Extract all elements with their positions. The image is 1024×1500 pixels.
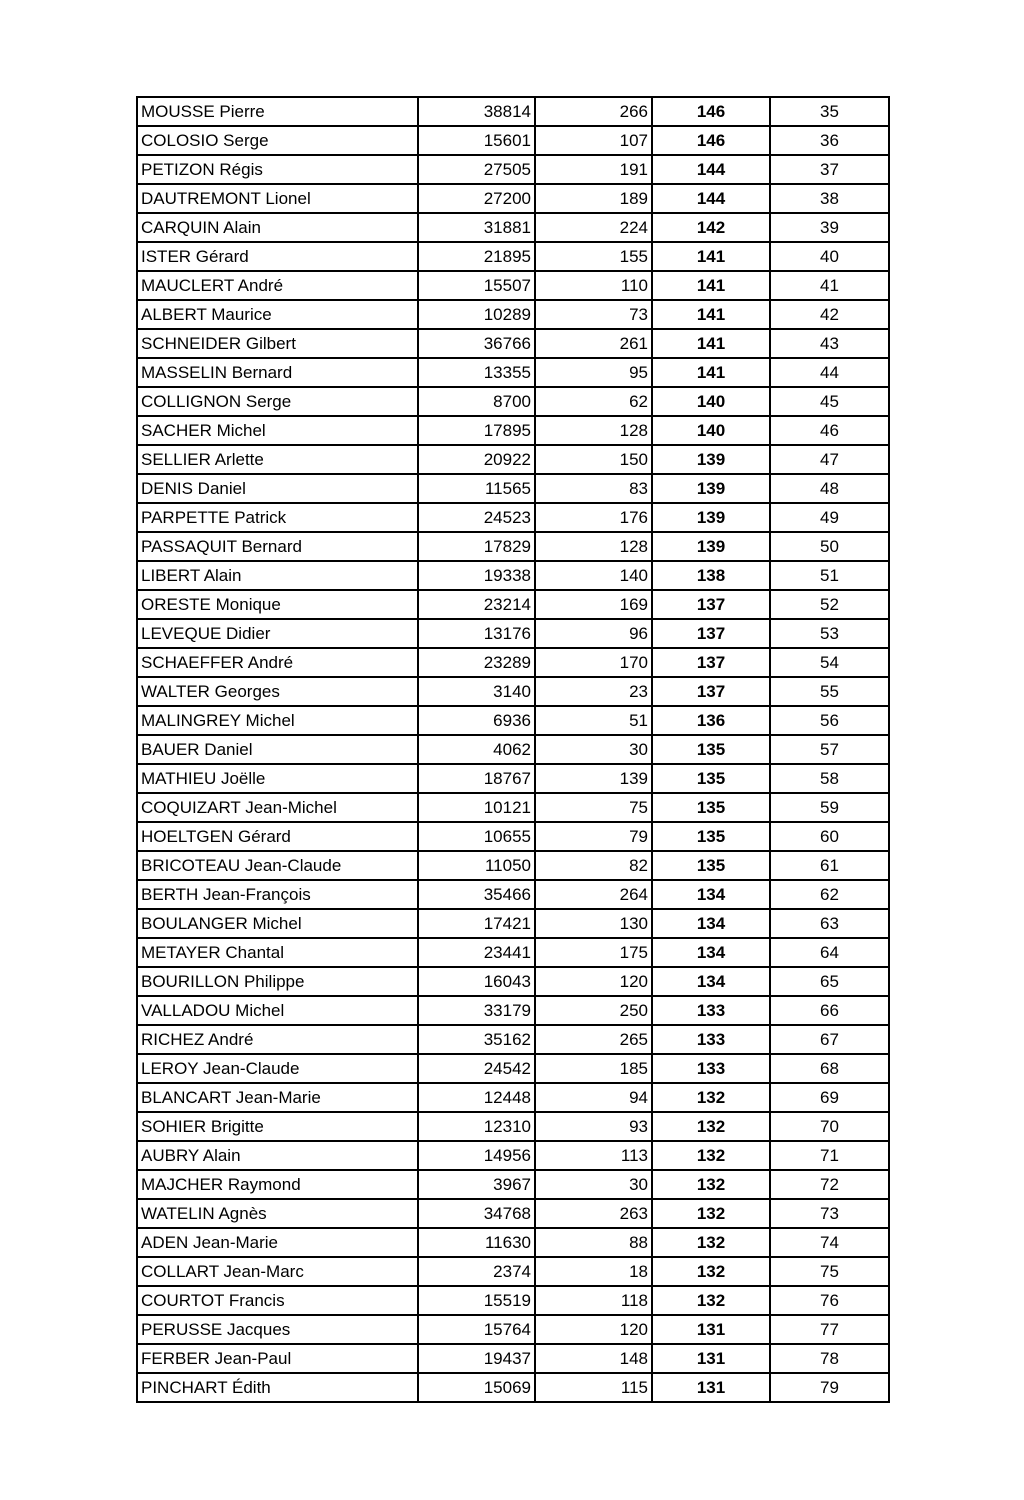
average-cell: 139 bbox=[652, 503, 770, 532]
player-name-cell: ADEN Jean-Marie bbox=[137, 1228, 418, 1257]
ranking-table-body bbox=[137, 97, 889, 1402]
games-count-cell: 261 bbox=[535, 329, 652, 358]
table-row bbox=[137, 184, 889, 213]
average-cell: 134 bbox=[652, 909, 770, 938]
games-count-cell: 23 bbox=[535, 677, 652, 706]
total-points-cell: 19437 bbox=[418, 1344, 535, 1373]
games-count-cell: 170 bbox=[535, 648, 652, 677]
player-name-cell: COLOSIO Serge bbox=[137, 126, 418, 155]
average-cell: 140 bbox=[652, 416, 770, 445]
player-name-cell: MALINGREY Michel bbox=[137, 706, 418, 735]
total-points-cell: 2374 bbox=[418, 1257, 535, 1286]
rank-cell: 37 bbox=[770, 155, 889, 184]
player-name-cell: COURTOT Francis bbox=[137, 1286, 418, 1315]
total-points-cell: 13355 bbox=[418, 358, 535, 387]
table-row bbox=[137, 1112, 889, 1141]
average-cell: 140 bbox=[652, 387, 770, 416]
player-name-cell: MOUSSE Pierre bbox=[137, 97, 418, 126]
rank-cell: 77 bbox=[770, 1315, 889, 1344]
table-row bbox=[137, 1373, 889, 1402]
player-name-cell: BERTH Jean-François bbox=[137, 880, 418, 909]
player-name-cell: BLANCART Jean-Marie bbox=[137, 1083, 418, 1112]
table-row bbox=[137, 300, 889, 329]
total-points-cell: 24542 bbox=[418, 1054, 535, 1083]
average-cell: 132 bbox=[652, 1141, 770, 1170]
games-count-cell: 30 bbox=[535, 735, 652, 764]
rank-cell: 75 bbox=[770, 1257, 889, 1286]
table-row bbox=[137, 1286, 889, 1315]
average-cell: 144 bbox=[652, 155, 770, 184]
games-count-cell: 191 bbox=[535, 155, 652, 184]
total-points-cell: 6936 bbox=[418, 706, 535, 735]
average-cell: 134 bbox=[652, 880, 770, 909]
games-count-cell: 94 bbox=[535, 1083, 652, 1112]
average-cell: 141 bbox=[652, 329, 770, 358]
table-row bbox=[137, 735, 889, 764]
total-points-cell: 15069 bbox=[418, 1373, 535, 1402]
total-points-cell: 21895 bbox=[418, 242, 535, 271]
table-row bbox=[137, 242, 889, 271]
table-row bbox=[137, 503, 889, 532]
average-cell: 135 bbox=[652, 764, 770, 793]
games-count-cell: 264 bbox=[535, 880, 652, 909]
player-name-cell: ISTER Gérard bbox=[137, 242, 418, 271]
total-points-cell: 27505 bbox=[418, 155, 535, 184]
rank-cell: 35 bbox=[770, 97, 889, 126]
table-row bbox=[137, 1054, 889, 1083]
table-row bbox=[137, 561, 889, 590]
rank-cell: 64 bbox=[770, 938, 889, 967]
average-cell: 139 bbox=[652, 474, 770, 503]
average-cell: 133 bbox=[652, 996, 770, 1025]
average-cell: 132 bbox=[652, 1228, 770, 1257]
total-points-cell: 14956 bbox=[418, 1141, 535, 1170]
total-points-cell: 35466 bbox=[418, 880, 535, 909]
player-name-cell: AUBRY Alain bbox=[137, 1141, 418, 1170]
player-name-cell: HOELTGEN Gérard bbox=[137, 822, 418, 851]
total-points-cell: 12448 bbox=[418, 1083, 535, 1112]
games-count-cell: 83 bbox=[535, 474, 652, 503]
average-cell: 135 bbox=[652, 793, 770, 822]
average-cell: 135 bbox=[652, 735, 770, 764]
total-points-cell: 10289 bbox=[418, 300, 535, 329]
average-cell: 135 bbox=[652, 851, 770, 880]
games-count-cell: 263 bbox=[535, 1199, 652, 1228]
rank-cell: 60 bbox=[770, 822, 889, 851]
player-name-cell: MASSELIN Bernard bbox=[137, 358, 418, 387]
games-count-cell: 169 bbox=[535, 590, 652, 619]
table-row bbox=[137, 1025, 889, 1054]
table-row bbox=[137, 155, 889, 184]
table-row bbox=[137, 648, 889, 677]
games-count-cell: 130 bbox=[535, 909, 652, 938]
player-name-cell: MAJCHER Raymond bbox=[137, 1170, 418, 1199]
games-count-cell: 128 bbox=[535, 532, 652, 561]
rank-cell: 50 bbox=[770, 532, 889, 561]
table-row bbox=[137, 416, 889, 445]
total-points-cell: 11050 bbox=[418, 851, 535, 880]
table-row bbox=[137, 97, 889, 126]
table-row bbox=[137, 590, 889, 619]
total-points-cell: 3967 bbox=[418, 1170, 535, 1199]
total-points-cell: 23289 bbox=[418, 648, 535, 677]
games-count-cell: 51 bbox=[535, 706, 652, 735]
games-count-cell: 128 bbox=[535, 416, 652, 445]
rank-cell: 40 bbox=[770, 242, 889, 271]
table-row bbox=[137, 909, 889, 938]
average-cell: 134 bbox=[652, 938, 770, 967]
player-name-cell: FERBER Jean-Paul bbox=[137, 1344, 418, 1373]
average-cell: 132 bbox=[652, 1112, 770, 1141]
games-count-cell: 115 bbox=[535, 1373, 652, 1402]
average-cell: 136 bbox=[652, 706, 770, 735]
average-cell: 132 bbox=[652, 1199, 770, 1228]
player-name-cell: VALLADOU Michel bbox=[137, 996, 418, 1025]
player-name-cell: ORESTE Monique bbox=[137, 590, 418, 619]
rank-cell: 71 bbox=[770, 1141, 889, 1170]
rank-cell: 62 bbox=[770, 880, 889, 909]
player-name-cell: WATELIN Agnès bbox=[137, 1199, 418, 1228]
average-cell: 139 bbox=[652, 532, 770, 561]
games-count-cell: 30 bbox=[535, 1170, 652, 1199]
table-row bbox=[137, 271, 889, 300]
table-row bbox=[137, 1141, 889, 1170]
average-cell: 135 bbox=[652, 822, 770, 851]
total-points-cell: 11630 bbox=[418, 1228, 535, 1257]
games-count-cell: 110 bbox=[535, 271, 652, 300]
player-name-cell: MATHIEU Joëlle bbox=[137, 764, 418, 793]
player-name-cell: LEVEQUE Didier bbox=[137, 619, 418, 648]
rank-cell: 36 bbox=[770, 126, 889, 155]
total-points-cell: 33179 bbox=[418, 996, 535, 1025]
table-row bbox=[137, 619, 889, 648]
average-cell: 131 bbox=[652, 1373, 770, 1402]
table-row bbox=[137, 1199, 889, 1228]
games-count-cell: 107 bbox=[535, 126, 652, 155]
rank-cell: 68 bbox=[770, 1054, 889, 1083]
average-cell: 144 bbox=[652, 184, 770, 213]
player-name-cell: SCHAEFFER André bbox=[137, 648, 418, 677]
player-name-cell: BOURILLON Philippe bbox=[137, 967, 418, 996]
average-cell: 137 bbox=[652, 619, 770, 648]
player-name-cell: WALTER Georges bbox=[137, 677, 418, 706]
table-row bbox=[137, 880, 889, 909]
total-points-cell: 31881 bbox=[418, 213, 535, 242]
average-cell: 141 bbox=[652, 271, 770, 300]
rank-cell: 78 bbox=[770, 1344, 889, 1373]
table-row bbox=[137, 1083, 889, 1112]
total-points-cell: 34768 bbox=[418, 1199, 535, 1228]
total-points-cell: 35162 bbox=[418, 1025, 535, 1054]
total-points-cell: 11565 bbox=[418, 474, 535, 503]
average-cell: 132 bbox=[652, 1286, 770, 1315]
rank-cell: 53 bbox=[770, 619, 889, 648]
table-row bbox=[137, 329, 889, 358]
rank-cell: 47 bbox=[770, 445, 889, 474]
average-cell: 132 bbox=[652, 1257, 770, 1286]
games-count-cell: 140 bbox=[535, 561, 652, 590]
rank-cell: 51 bbox=[770, 561, 889, 590]
average-cell: 142 bbox=[652, 213, 770, 242]
player-name-cell: MAUCLERT André bbox=[137, 271, 418, 300]
table-row bbox=[137, 764, 889, 793]
total-points-cell: 12310 bbox=[418, 1112, 535, 1141]
player-name-cell: PETIZON Régis bbox=[137, 155, 418, 184]
player-name-cell: LIBERT Alain bbox=[137, 561, 418, 590]
average-cell: 137 bbox=[652, 648, 770, 677]
games-count-cell: 93 bbox=[535, 1112, 652, 1141]
player-name-cell: SACHER Michel bbox=[137, 416, 418, 445]
games-count-cell: 73 bbox=[535, 300, 652, 329]
player-name-cell: PARPETTE Patrick bbox=[137, 503, 418, 532]
total-points-cell: 8700 bbox=[418, 387, 535, 416]
table-row bbox=[137, 387, 889, 416]
average-cell: 132 bbox=[652, 1170, 770, 1199]
games-count-cell: 118 bbox=[535, 1286, 652, 1315]
player-name-cell: METAYER Chantal bbox=[137, 938, 418, 967]
table-row bbox=[137, 532, 889, 561]
rank-cell: 67 bbox=[770, 1025, 889, 1054]
rank-cell: 73 bbox=[770, 1199, 889, 1228]
player-name-cell: BAUER Daniel bbox=[137, 735, 418, 764]
average-cell: 133 bbox=[652, 1025, 770, 1054]
games-count-cell: 82 bbox=[535, 851, 652, 880]
table-row bbox=[137, 1315, 889, 1344]
average-cell: 141 bbox=[652, 300, 770, 329]
games-count-cell: 148 bbox=[535, 1344, 652, 1373]
rank-cell: 65 bbox=[770, 967, 889, 996]
table-row bbox=[137, 706, 889, 735]
total-points-cell: 18767 bbox=[418, 764, 535, 793]
player-name-cell: PERUSSE Jacques bbox=[137, 1315, 418, 1344]
total-points-cell: 15764 bbox=[418, 1315, 535, 1344]
ranking-table bbox=[136, 96, 890, 1403]
total-points-cell: 17829 bbox=[418, 532, 535, 561]
average-cell: 131 bbox=[652, 1344, 770, 1373]
games-count-cell: 120 bbox=[535, 1315, 652, 1344]
rank-cell: 72 bbox=[770, 1170, 889, 1199]
games-count-cell: 95 bbox=[535, 358, 652, 387]
average-cell: 137 bbox=[652, 677, 770, 706]
player-name-cell: SOHIER Brigitte bbox=[137, 1112, 418, 1141]
games-count-cell: 250 bbox=[535, 996, 652, 1025]
rank-cell: 63 bbox=[770, 909, 889, 938]
table-row bbox=[137, 967, 889, 996]
games-count-cell: 88 bbox=[535, 1228, 652, 1257]
average-cell: 141 bbox=[652, 358, 770, 387]
rank-cell: 70 bbox=[770, 1112, 889, 1141]
games-count-cell: 120 bbox=[535, 967, 652, 996]
rank-cell: 41 bbox=[770, 271, 889, 300]
table-row bbox=[137, 358, 889, 387]
total-points-cell: 19338 bbox=[418, 561, 535, 590]
rank-cell: 49 bbox=[770, 503, 889, 532]
rank-cell: 42 bbox=[770, 300, 889, 329]
rank-cell: 76 bbox=[770, 1286, 889, 1315]
games-count-cell: 189 bbox=[535, 184, 652, 213]
average-cell: 139 bbox=[652, 445, 770, 474]
total-points-cell: 4062 bbox=[418, 735, 535, 764]
rank-cell: 74 bbox=[770, 1228, 889, 1257]
total-points-cell: 15519 bbox=[418, 1286, 535, 1315]
total-points-cell: 17895 bbox=[418, 416, 535, 445]
games-count-cell: 224 bbox=[535, 213, 652, 242]
player-name-cell: PASSAQUIT Bernard bbox=[137, 532, 418, 561]
average-cell: 133 bbox=[652, 1054, 770, 1083]
total-points-cell: 3140 bbox=[418, 677, 535, 706]
player-name-cell: BRICOTEAU Jean-Claude bbox=[137, 851, 418, 880]
rank-cell: 39 bbox=[770, 213, 889, 242]
table-row bbox=[137, 474, 889, 503]
rank-cell: 66 bbox=[770, 996, 889, 1025]
total-points-cell: 15601 bbox=[418, 126, 535, 155]
player-name-cell: CARQUIN Alain bbox=[137, 213, 418, 242]
games-count-cell: 175 bbox=[535, 938, 652, 967]
games-count-cell: 185 bbox=[535, 1054, 652, 1083]
games-count-cell: 62 bbox=[535, 387, 652, 416]
table-row bbox=[137, 1170, 889, 1199]
rank-cell: 45 bbox=[770, 387, 889, 416]
total-points-cell: 23214 bbox=[418, 590, 535, 619]
player-name-cell: SCHNEIDER Gilbert bbox=[137, 329, 418, 358]
total-points-cell: 23441 bbox=[418, 938, 535, 967]
total-points-cell: 20922 bbox=[418, 445, 535, 474]
total-points-cell: 24523 bbox=[418, 503, 535, 532]
player-name-cell: COQUIZART Jean-Michel bbox=[137, 793, 418, 822]
player-name-cell: ALBERT Maurice bbox=[137, 300, 418, 329]
total-points-cell: 36766 bbox=[418, 329, 535, 358]
games-count-cell: 150 bbox=[535, 445, 652, 474]
games-count-cell: 96 bbox=[535, 619, 652, 648]
games-count-cell: 18 bbox=[535, 1257, 652, 1286]
player-name-cell: SELLIER Arlette bbox=[137, 445, 418, 474]
total-points-cell: 16043 bbox=[418, 967, 535, 996]
player-name-cell: DENIS Daniel bbox=[137, 474, 418, 503]
player-name-cell: PINCHART Édith bbox=[137, 1373, 418, 1402]
table-row bbox=[137, 793, 889, 822]
rank-cell: 43 bbox=[770, 329, 889, 358]
rank-cell: 69 bbox=[770, 1083, 889, 1112]
rank-cell: 44 bbox=[770, 358, 889, 387]
table-row bbox=[137, 1344, 889, 1373]
games-count-cell: 265 bbox=[535, 1025, 652, 1054]
rank-cell: 56 bbox=[770, 706, 889, 735]
rank-cell: 46 bbox=[770, 416, 889, 445]
rank-cell: 48 bbox=[770, 474, 889, 503]
table-row bbox=[137, 126, 889, 155]
table-row bbox=[137, 851, 889, 880]
total-points-cell: 13176 bbox=[418, 619, 535, 648]
player-name-cell: COLLART Jean-Marc bbox=[137, 1257, 418, 1286]
table-row bbox=[137, 445, 889, 474]
total-points-cell: 15507 bbox=[418, 271, 535, 300]
average-cell: 131 bbox=[652, 1315, 770, 1344]
table-row bbox=[137, 1257, 889, 1286]
rank-cell: 52 bbox=[770, 590, 889, 619]
table-row bbox=[137, 1228, 889, 1257]
games-count-cell: 113 bbox=[535, 1141, 652, 1170]
total-points-cell: 10121 bbox=[418, 793, 535, 822]
games-count-cell: 176 bbox=[535, 503, 652, 532]
rank-cell: 54 bbox=[770, 648, 889, 677]
table-row bbox=[137, 938, 889, 967]
total-points-cell: 27200 bbox=[418, 184, 535, 213]
total-points-cell: 38814 bbox=[418, 97, 535, 126]
average-cell: 146 bbox=[652, 126, 770, 155]
rank-cell: 58 bbox=[770, 764, 889, 793]
games-count-cell: 139 bbox=[535, 764, 652, 793]
average-cell: 138 bbox=[652, 561, 770, 590]
average-cell: 146 bbox=[652, 97, 770, 126]
average-cell: 132 bbox=[652, 1083, 770, 1112]
rank-cell: 79 bbox=[770, 1373, 889, 1402]
player-name-cell: BOULANGER Michel bbox=[137, 909, 418, 938]
total-points-cell: 10655 bbox=[418, 822, 535, 851]
games-count-cell: 79 bbox=[535, 822, 652, 851]
average-cell: 137 bbox=[652, 590, 770, 619]
player-name-cell: COLLIGNON Serge bbox=[137, 387, 418, 416]
rank-cell: 59 bbox=[770, 793, 889, 822]
table-row bbox=[137, 213, 889, 242]
average-cell: 134 bbox=[652, 967, 770, 996]
games-count-cell: 75 bbox=[535, 793, 652, 822]
player-name-cell: RICHEZ André bbox=[137, 1025, 418, 1054]
table-row bbox=[137, 996, 889, 1025]
player-name-cell: LEROY Jean-Claude bbox=[137, 1054, 418, 1083]
total-points-cell: 17421 bbox=[418, 909, 535, 938]
games-count-cell: 155 bbox=[535, 242, 652, 271]
rank-cell: 55 bbox=[770, 677, 889, 706]
rank-cell: 57 bbox=[770, 735, 889, 764]
table-row bbox=[137, 677, 889, 706]
games-count-cell: 266 bbox=[535, 97, 652, 126]
rank-cell: 61 bbox=[770, 851, 889, 880]
rank-cell: 38 bbox=[770, 184, 889, 213]
table-row bbox=[137, 822, 889, 851]
player-name-cell: DAUTREMONT Lionel bbox=[137, 184, 418, 213]
average-cell: 141 bbox=[652, 242, 770, 271]
